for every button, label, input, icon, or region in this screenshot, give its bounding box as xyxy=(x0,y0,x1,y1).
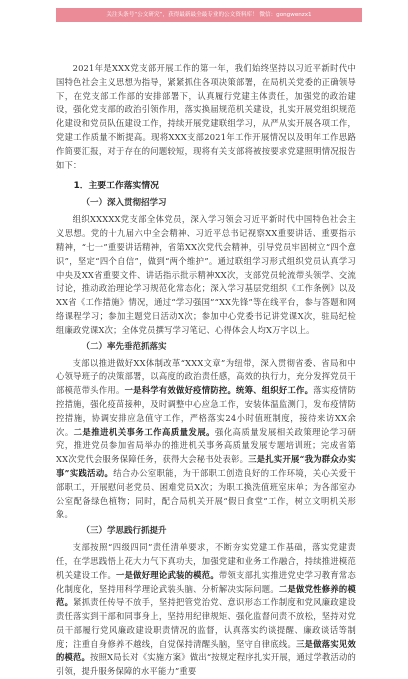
bold-point-2: 二是做党性修养的模范。 xyxy=(56,583,356,608)
text-run: 带领支部扎实推进党史学习教育常态化制度化，坚持用科学理论武装头脑、分析解决实际问题。 xyxy=(56,569,357,594)
subsection-heading-implement: （二）率先垂范抓落实 xyxy=(81,341,167,352)
report-body xyxy=(56,62,356,679)
study-paragraph: 组织XXXXX党支部全体党员，深入学习领会习近平新时代中国特色社会主义思想。党的十九届六中全会精神、习近平总书记视察XX重要讲话、重要指示精神，“七一”重要讲话精神，省第XX次党代会精神，引导党员牢固树立“四个意识”，坚定“四个自信”，做到“两个维护”。通过联组学习形式组织党员认真学习中央及XX省重要文件、讲话指示批示精神XX次，支部党员轮流带头领学、交流讨论，推动政治理论学习规范化常态化；深入学习基层党组织《工作条例》以及XX省《工作措施》情况，通过“学习强国”“XX先锋”等在线平台，参与答题和网络课程学习；参加主题党日活动X次；参加中心党委书记讲党课X次，驻局纪检组廉政党课X次；全体党员撰写学习笔记、心得体会人均X万字以上。 xyxy=(56,214,356,335)
text-run: 结合办公室职能，为干部职工创造良好的工作环境，关心关爱干部职工，开展慰问老党员、困难党员X次；为职工换洗值班室床单；为各部室办公室配备绿色植物；同时，配合局机关开展“假日食堂”工作，树立文明机关形象。 xyxy=(56,467,356,520)
bold-point-3: 三是扎实开展“我为群众办实事”实践活动。 xyxy=(56,454,357,478)
bold-point-3: 三是做落实见效的模范。 xyxy=(56,638,356,663)
text-run: 支部以推进做好XX体制改革“XXX文章”为纽带，深入贯彻省委、省局和中心领导班子的决策部署，以高度的政治责任感，高效的执行力，充分发挥党员干部模范带头作用。 xyxy=(56,357,356,396)
text-run: 按照X局长对《实施方案》做出“按规定程序扎实开展，通过学教活动的引领，提升服务保障的水平能力”重要 xyxy=(56,652,356,677)
bold-point-1: 一是做好理论武装的模范。 xyxy=(116,569,219,580)
text-run: 支部按照“四级四同”责任清单要求，不断夯实党建工作基础，落实党建责任，在学思践悟上花大力气下真功夫，加强党建和业务工作融合，持续推进模范机关建设工作。 xyxy=(56,542,356,580)
intro-paragraph: 2021年是XXX党支部开展工作的第一年，我们始终坚持以习近平新时代中国特色社会主义思想为指导，紧紧抓住各项决策部署，在局机关党委的正确领导下，在党支部工作部的安排部署下，认真履行党建主体责任，加强党的政治建设，强化党支部的政治引领作用，落实换届规范机关建设，扎实开展党组织规范化建设和党员队伍建设工作，持续开展党建联组学习，从严从实开展各项工作，党建工作质量不断提高。现将XXX支部2021年工作开展情况以及明年工作思路作简要汇报，对于存在的问题较短，现将有关支部将被按要求党建照明情况报告如下： xyxy=(56,63,356,170)
improve-paragraph xyxy=(56,541,356,679)
subsection-heading-improve: （三）学思践行抓提升 xyxy=(81,526,167,537)
bold-point-1: 一是科学有效做好疫情防控。统筹、组织好工作。 xyxy=(124,385,314,396)
section-heading: 1．主要工作落实情况 xyxy=(73,181,159,192)
text-run: 强化高质量发展相关政策理论学习研究，推进党员参加省局举办的推进机关事务高质量发展专题培训班；完成省第XX次党代会服务保障任务，获得大会秘书处表彰。 xyxy=(56,426,357,465)
subsection-heading-study: （一）深入贯彻招学习 xyxy=(81,198,167,209)
promo-banner[interactable]: 关注头条号“公文研究”，获得最新最全最专业的公文资料库！ 微信：gongwenzx1 xyxy=(56,8,362,22)
bold-point-2: 二是推进机关事务工作高质量发展。 xyxy=(73,426,216,437)
text-run: 落实疫情防控措施，强化疫苗接种，及时调整中心应急工作，安装体温监测门，发布疫情防控措施，协调安排应急值守工作，严格落实24小时值班制度，接待来访XX余次。 xyxy=(56,385,356,437)
implement-paragraph xyxy=(56,357,356,523)
text-run: 紧抓责任传导不放手，坚持把管党治党、意识形态工作制度和党风廉政建设责任落实到干部和同事身上，坚持用纪律规矩、强化监督问责不放松，坚持对党员干部履行党风廉政建设职责情况的监督，认真落实约谈提醒、廉政谈话等制度；注重自身修养不越线，自觉保持清醒头脑，坚守自律底线。 xyxy=(56,597,356,649)
